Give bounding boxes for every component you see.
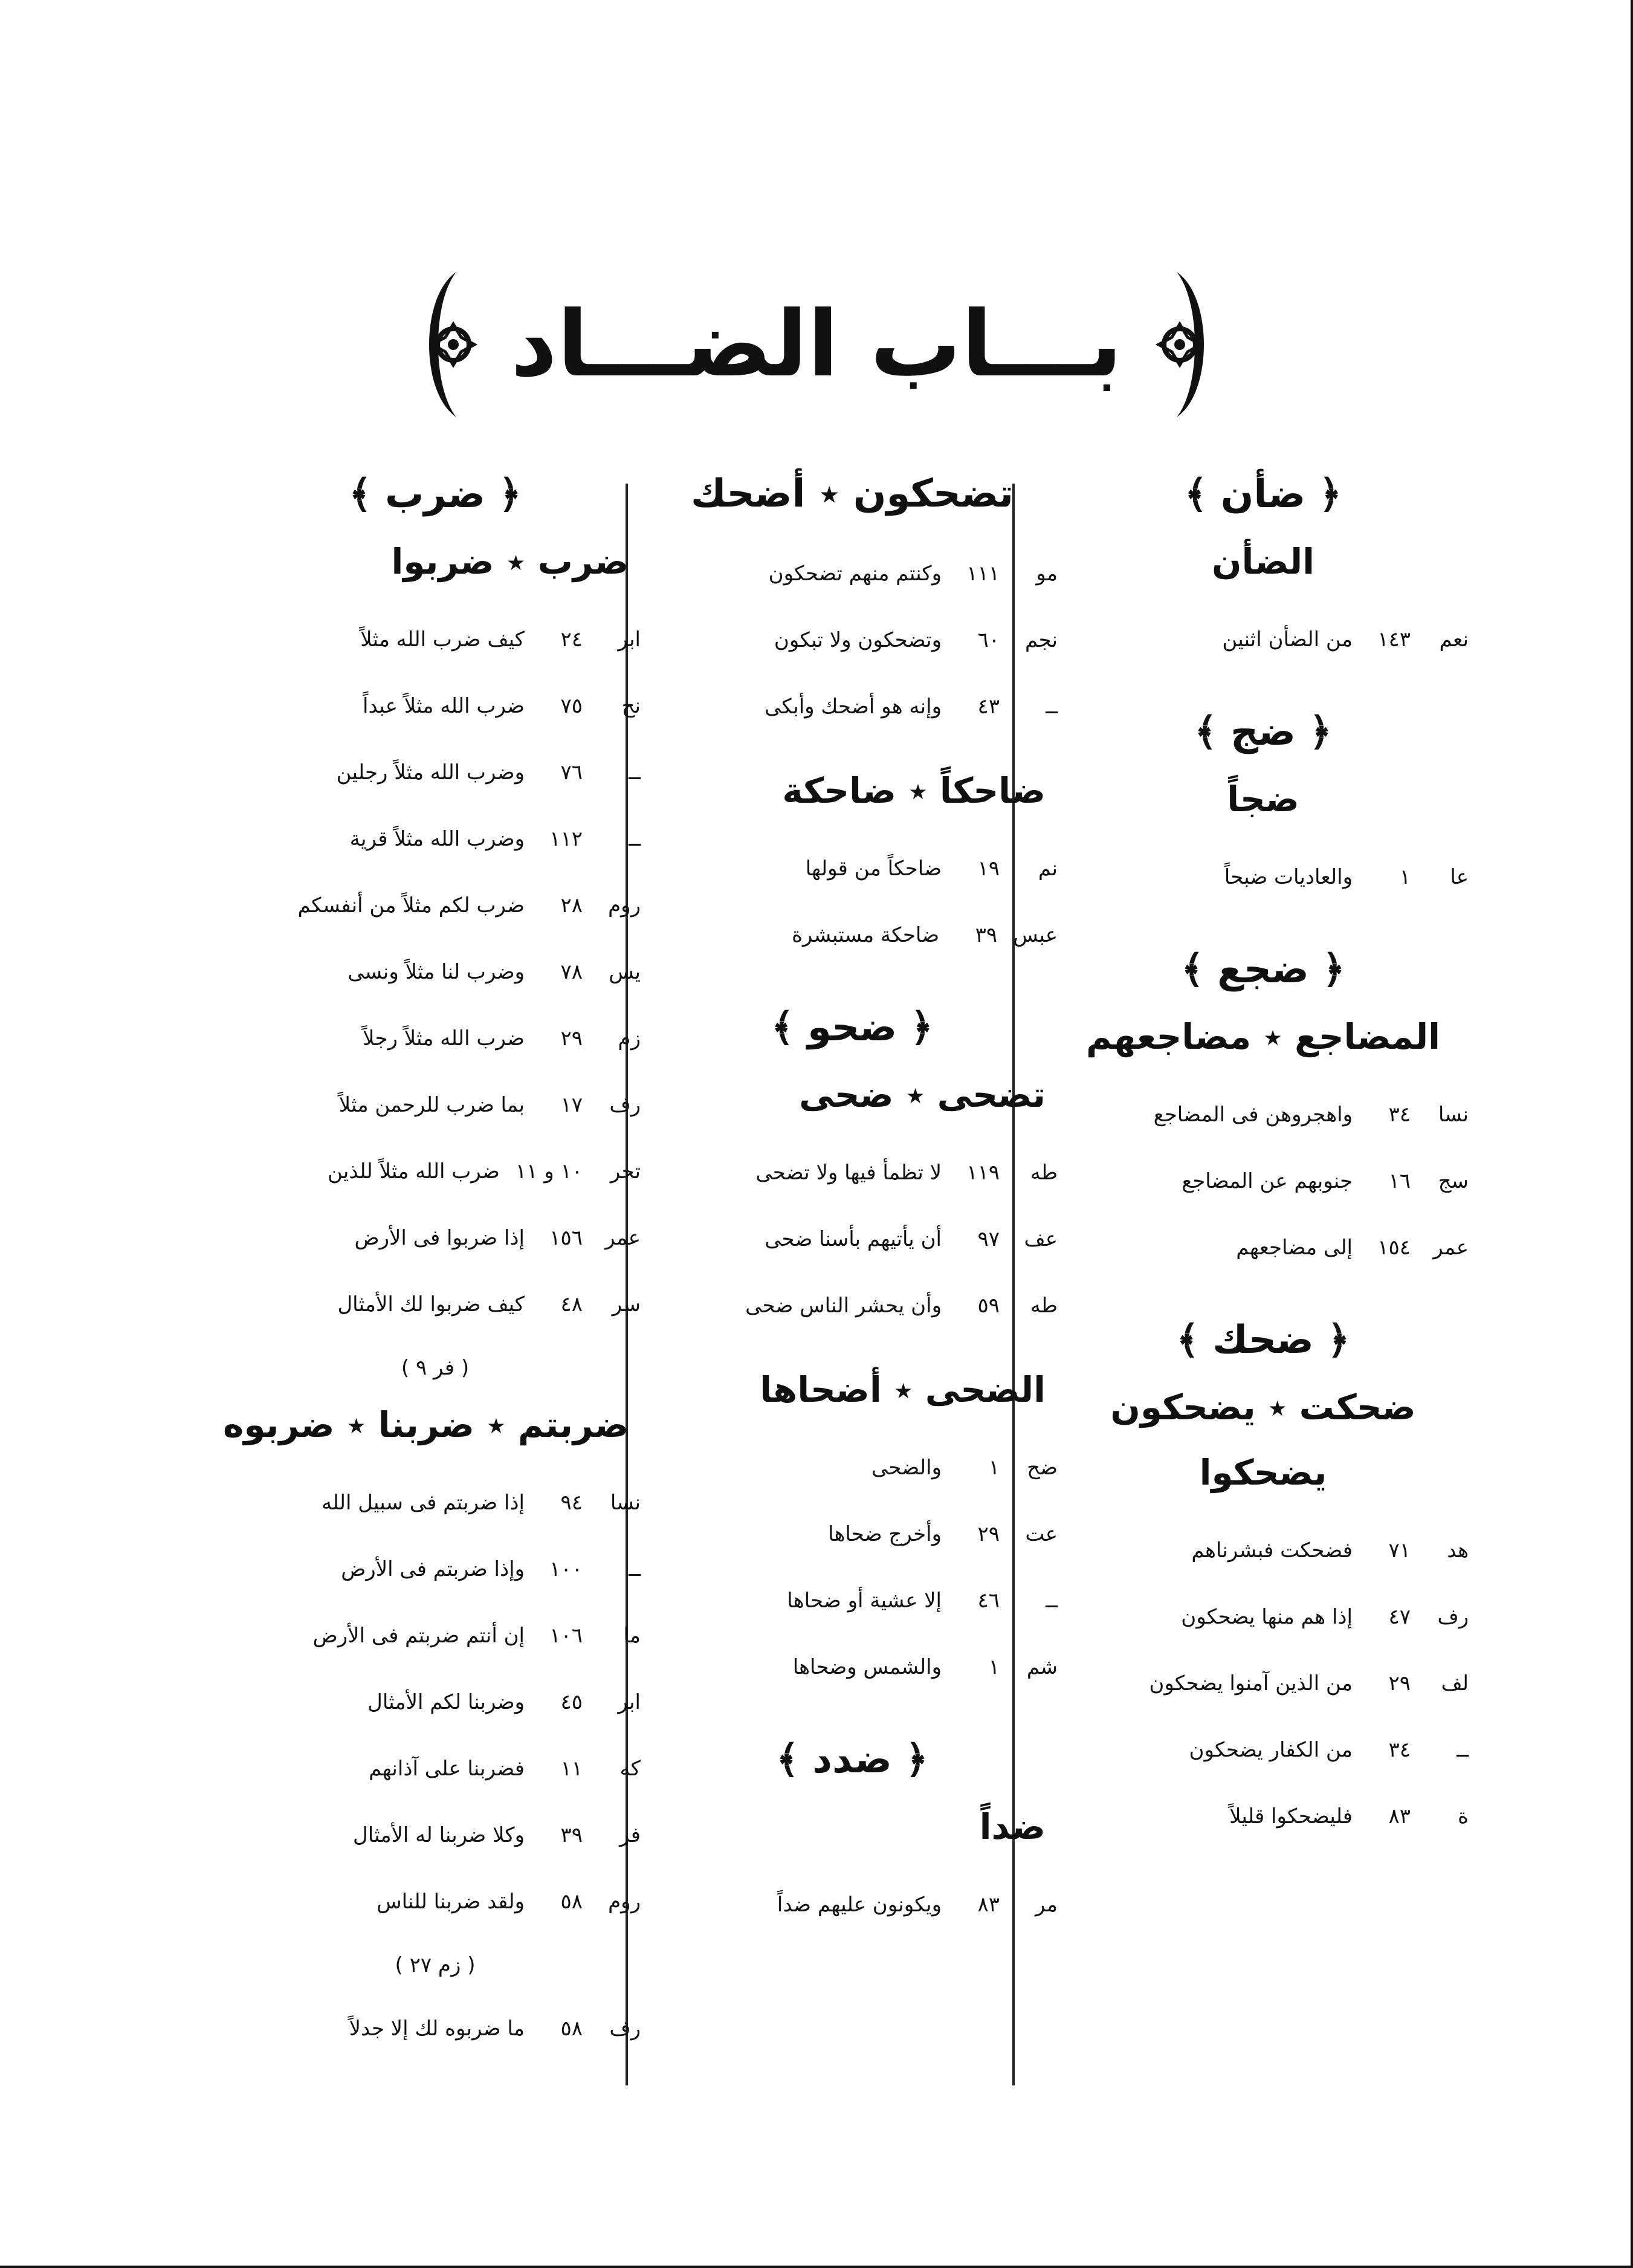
- surah-abbreviation: مر: [1035, 1893, 1058, 1917]
- surah-abbreviation: عمر: [605, 1226, 641, 1250]
- surah-abbreviation: ابر: [618, 1690, 641, 1714]
- verse-entry: [224, 1995, 647, 2062]
- verse-entry: [224, 1602, 647, 1669]
- verse-number: ٦٠: [977, 628, 1000, 652]
- surah-abbreviation: ما: [623, 1624, 641, 1648]
- verse-entry: [1052, 844, 1475, 910]
- section-spacer: [641, 1700, 1064, 1725]
- verse-entry: [224, 872, 647, 939]
- verse-text: واهجروهن فى المضاجع: [1153, 1103, 1353, 1127]
- verse-text: وضرب لنا مثلاً ونسى: [348, 960, 525, 984]
- verse-text: جنوبهم عن المضاجع: [1182, 1169, 1353, 1193]
- surah-abbreviation: عف: [1024, 1227, 1058, 1251]
- surah-abbreviation: رف: [609, 2017, 641, 2041]
- derived-form-heading: ضداً: [979, 1806, 1046, 1847]
- surah-abbreviation: ابر: [618, 627, 641, 652]
- verse-text: ولقد ضربنا للناس: [377, 1890, 525, 1914]
- surah-abbreviation: يس: [609, 960, 641, 984]
- verse-text: إلى مضاجعهم: [1236, 1236, 1353, 1260]
- verse-text: والضحى: [871, 1456, 942, 1480]
- surah-abbreviation: ضح: [1027, 1456, 1058, 1480]
- verse-number: ١٠ و ١١: [515, 1159, 583, 1184]
- derived-form-heading: الضأن: [1211, 541, 1315, 582]
- verse-number: ٧١: [1388, 1538, 1411, 1563]
- verse-text: فضحكت فبشرناهم: [1191, 1538, 1353, 1563]
- surah-abbreviation: ــ: [629, 827, 641, 851]
- verse-entry: [1052, 1650, 1475, 1717]
- root-heading: ﴿ ضحو ﴾: [771, 1005, 933, 1050]
- verse-number: ١٠٦: [549, 1624, 583, 1648]
- verse-entry: [224, 1205, 647, 1271]
- derived-form-heading: المضاجع ٭ مضاجعهم: [1085, 1016, 1441, 1057]
- verse-entry: [1052, 1148, 1475, 1214]
- verse-entry: [1052, 1584, 1475, 1650]
- derived-form-heading: الضحى ٭ أضحاها: [760, 1369, 1046, 1410]
- verse-entry: [224, 606, 647, 673]
- verse-number: ١١٢: [549, 827, 583, 851]
- surah-abbreviation: مو: [1036, 562, 1058, 586]
- surah-abbreviation: نسا: [1438, 1103, 1469, 1127]
- verse-number: ١٤٣: [1377, 627, 1411, 652]
- verse-text: وكلا ضربنا له الأمثال: [353, 1823, 525, 1847]
- verse-text: وأخرج ضحاها: [828, 1522, 942, 1546]
- verse-entry: [641, 1634, 1064, 1700]
- verse-number: ١١٩: [966, 1161, 1000, 1185]
- surah-abbreviation: ــ: [1457, 1738, 1469, 1762]
- verse-text: فليضحكوا قليلاً: [1229, 1804, 1353, 1829]
- left-ornament-icon: [1146, 266, 1225, 423]
- verse-number: ٥٩: [977, 1294, 1000, 1318]
- surah-abbreviation: روم: [608, 1890, 641, 1914]
- left-column: [224, 459, 647, 2062]
- verse-text: ضرب الله مثلاً عبداً: [363, 694, 525, 718]
- surah-abbreviation: شم: [1026, 1655, 1058, 1679]
- surah-abbreviation: طه: [1030, 1161, 1058, 1185]
- verse-number: ٢٩: [1388, 1671, 1411, 1696]
- surah-abbreviation: هد: [1447, 1538, 1469, 1563]
- surah-abbreviation: ــ: [1046, 1589, 1058, 1613]
- verse-number: ٣٩: [560, 1823, 583, 1847]
- verse-entry: [641, 1206, 1064, 1272]
- verse-entry: [224, 1669, 647, 1735]
- verse-text: من الذين آمنوا يضحكون: [1149, 1671, 1353, 1696]
- verse-text: إلا عشية أو ضحاها: [787, 1589, 942, 1613]
- cross-reference: ( زم ٢٧ ): [395, 1953, 476, 1977]
- verse-number: ٤٨: [560, 1292, 583, 1317]
- surah-abbreviation: ــ: [629, 760, 641, 785]
- verse-number: ١٥٦: [549, 1226, 583, 1250]
- surah-abbreviation: عت: [1025, 1522, 1058, 1546]
- right-ornament-icon: [408, 266, 487, 423]
- middle-column: [641, 459, 1064, 1938]
- verse-number: ١١: [560, 1757, 583, 1781]
- verse-text: من الكفار يضحكون: [1189, 1738, 1353, 1762]
- verse-entry: [1052, 1517, 1475, 1584]
- derived-form-heading: ضحكت ٭ يضحكون: [1110, 1387, 1416, 1428]
- surah-abbreviation: طه: [1030, 1294, 1058, 1318]
- verse-text: وكنتم منهم تضحكون: [768, 562, 942, 586]
- verse-number: ١: [1399, 865, 1411, 889]
- derived-form-heading: ضربتم ٭ ضربنا ٭ ضربوه: [223, 1404, 629, 1445]
- chapter-title: بـــاب الضـــاد: [510, 292, 1123, 397]
- verse-entry: [641, 1567, 1064, 1634]
- verse-text: والعاديات ضبحاً: [1224, 865, 1353, 889]
- verse-entry: [224, 806, 647, 872]
- verse-text: وإذا ضربتم فى الأرض: [341, 1557, 525, 1581]
- verse-number: ٨٣: [1388, 1804, 1411, 1829]
- verse-text: ما ضربوه لك إلا جدلاً: [349, 2017, 525, 2041]
- chapter-header: [0, 260, 1633, 429]
- verse-entry: [224, 1735, 647, 1802]
- surah-abbreviation: سج: [1438, 1169, 1469, 1193]
- section-spacer: [641, 968, 1064, 993]
- verse-entry: [224, 1271, 647, 1338]
- verse-text: وضرب الله مثلاً قرية: [349, 827, 525, 851]
- verse-number: ١٧: [560, 1093, 583, 1117]
- verse-text: كيف ضربوا لك الأمثال: [337, 1292, 525, 1317]
- surah-abbreviation: ة: [1458, 1804, 1469, 1829]
- verse-text: ضرب الله مثلاً للذين: [327, 1159, 500, 1184]
- verse-entry: [224, 1802, 647, 1868]
- verse-number: ٩٤: [560, 1491, 583, 1515]
- verse-number: ٤٣: [977, 695, 1000, 719]
- verse-number: ٧٥: [560, 694, 583, 718]
- section-spacer: [1052, 673, 1475, 697]
- verse-entry: [641, 1139, 1064, 1206]
- verse-number: ٧٦: [560, 760, 583, 785]
- verse-text: أن يأتيهم بأسنا ضحى: [765, 1227, 942, 1251]
- verse-number: ٢٤: [560, 627, 583, 652]
- verse-text: كيف ضرب الله مثلاً: [360, 627, 525, 652]
- verse-number: ٤٥: [560, 1690, 583, 1714]
- verse-text: بما ضرب للرحمن مثلاً: [338, 1093, 525, 1117]
- surah-abbreviation: رف: [1437, 1605, 1469, 1629]
- verse-number: ١: [988, 1655, 1000, 1679]
- surah-abbreviation: ــ: [1046, 695, 1058, 719]
- section-spacer: [1052, 910, 1475, 935]
- verse-entry: [1052, 1214, 1475, 1281]
- verse-text: ويكونون عليهم ضداً: [777, 1893, 942, 1917]
- verse-entry: [224, 673, 647, 739]
- surah-abbreviation: روم: [608, 893, 641, 918]
- verse-entry: [224, 1469, 647, 1536]
- verse-text: وإنه هو أضحك وأبكى: [765, 695, 942, 719]
- verse-text: إذا هم منها يضحكون: [1181, 1605, 1353, 1629]
- verse-entry: [224, 1868, 647, 1935]
- verse-text: وضربنا لكم الأمثال: [367, 1690, 525, 1714]
- verse-number: ٣٤: [1388, 1738, 1411, 1762]
- verse-text: وتضحكون ولا تبكون: [774, 628, 942, 652]
- verse-number: ١٦: [1388, 1169, 1411, 1193]
- derived-form-heading: ضجاً: [1227, 779, 1299, 820]
- verse-number: ٤٦: [977, 1589, 1000, 1613]
- verse-entry: [641, 1871, 1064, 1938]
- verse-number: ٥٨: [560, 1890, 583, 1914]
- derived-form-heading: ضاحكاً ٭ ضاحكة: [782, 770, 1046, 811]
- root-heading: ﴿ ضجع ﴾: [1181, 947, 1345, 992]
- verse-number: ١١١: [966, 562, 1000, 586]
- verse-number: ٥٨: [560, 2017, 583, 2041]
- verse-entry: [1052, 1717, 1475, 1783]
- derived-form-heading: يضحكوا: [1199, 1452, 1327, 1493]
- verse-number: ٣٤: [1388, 1103, 1411, 1127]
- section-spacer: [1052, 1281, 1475, 1305]
- surah-abbreviation: رف: [609, 1093, 641, 1117]
- verse-text: من الضأن اثنين: [1222, 627, 1353, 652]
- verse-number: ٩٧: [977, 1227, 1000, 1251]
- verse-entry: [641, 1272, 1064, 1339]
- root-heading: تضحكون ٭ أضحك: [690, 471, 1014, 516]
- root-heading: ﴿ ضرب ﴾: [349, 472, 522, 517]
- verse-entry: [641, 1434, 1064, 1501]
- verse-entry: [1052, 1783, 1475, 1850]
- verse-entry: [641, 902, 1064, 968]
- verse-text: إذا ضربوا فى الأرض: [354, 1226, 525, 1250]
- verse-entry: [641, 607, 1064, 673]
- surah-abbreviation: زم: [618, 1026, 641, 1051]
- derived-form-heading: ضرب ٭ ضربوا: [391, 541, 629, 582]
- verse-entry: [224, 1536, 647, 1602]
- surah-abbreviation: نم: [1038, 857, 1058, 881]
- surah-abbreviation: فر: [619, 1823, 641, 1847]
- surah-abbreviation: لف: [1441, 1671, 1469, 1696]
- verse-text: ضاحكاً من قولها: [805, 857, 942, 881]
- surah-abbreviation: عا: [1450, 865, 1469, 889]
- verse-number: ١٥٤: [1377, 1236, 1411, 1260]
- verse-number: ٢٩: [977, 1522, 1000, 1546]
- surah-abbreviation: عبس: [1013, 923, 1058, 947]
- surah-abbreviation: نعم: [1439, 627, 1469, 652]
- verse-text: لا تظمأ فيها ولا تضحى: [755, 1161, 942, 1185]
- verse-text: إذا ضربتم فى سبيل الله: [322, 1491, 525, 1515]
- verse-text: ضرب لكم مثلاً من أنفسكم: [297, 893, 525, 918]
- verse-number: ٤٧: [1388, 1605, 1411, 1629]
- verse-number: ٢٩: [560, 1026, 583, 1051]
- cross-reference: ( فر ٩ ): [401, 1356, 470, 1380]
- surah-abbreviation: ــ: [629, 1557, 641, 1581]
- verse-entry: [1052, 1081, 1475, 1148]
- verse-text: فضربنا على آذانهم: [369, 1757, 525, 1781]
- verse-number: ١٩: [977, 857, 1000, 881]
- section-spacer: [641, 1339, 1064, 1363]
- root-heading: ﴿ ضحك ﴾: [1176, 1318, 1350, 1362]
- verse-text: ضاحكة مستبشرة: [792, 923, 940, 947]
- verse-text: وأن يحشر الناس ضحى: [745, 1294, 942, 1318]
- surah-abbreviation: نسا: [610, 1491, 641, 1515]
- root-heading: ﴿ ضأن ﴾: [1184, 472, 1342, 517]
- verse-entry: [224, 1005, 647, 1072]
- verse-entry: [641, 835, 1064, 902]
- root-heading: ﴿ ضج ﴾: [1194, 710, 1332, 754]
- verse-number: ٢٨: [560, 893, 583, 918]
- derived-form-heading: تضحى ٭ ضحى: [799, 1074, 1046, 1115]
- verse-entry: [224, 939, 647, 1005]
- verse-entry: [1052, 606, 1475, 673]
- root-heading: ﴿ ضدد ﴾: [776, 1737, 928, 1782]
- verse-entry: [224, 1138, 647, 1205]
- verse-number: ٧٨: [560, 960, 583, 984]
- right-column: [1052, 459, 1475, 1850]
- surah-abbreviation: عمر: [1433, 1236, 1469, 1260]
- surah-abbreviation: نجم: [1024, 628, 1058, 652]
- verse-entry: [224, 1072, 647, 1138]
- verse-number: ١٠٠: [549, 1557, 583, 1581]
- verse-text: إن أنتم ضربتم فى الأرض: [312, 1624, 525, 1648]
- section-spacer: [641, 740, 1064, 764]
- verse-text: والشمس وضحاها: [792, 1655, 942, 1679]
- surah-abbreviation: نح: [621, 694, 641, 718]
- verse-text: وضرب الله مثلاً رجلين: [336, 760, 525, 785]
- verse-number: ٣٩: [975, 923, 998, 947]
- verse-entry: [641, 673, 1064, 740]
- verse-entry: [224, 739, 647, 806]
- verse-number: ١: [988, 1456, 1000, 1480]
- verse-number: ٨٣: [977, 1893, 1000, 1917]
- surah-abbreviation: كه: [619, 1757, 641, 1781]
- surah-abbreviation: سر: [612, 1292, 641, 1317]
- verse-text: ضرب الله مثلاً رجلاً: [363, 1026, 525, 1051]
- verse-entry: [641, 1501, 1064, 1567]
- verse-entry: [641, 540, 1064, 607]
- surah-abbreviation: تحر: [610, 1159, 641, 1184]
